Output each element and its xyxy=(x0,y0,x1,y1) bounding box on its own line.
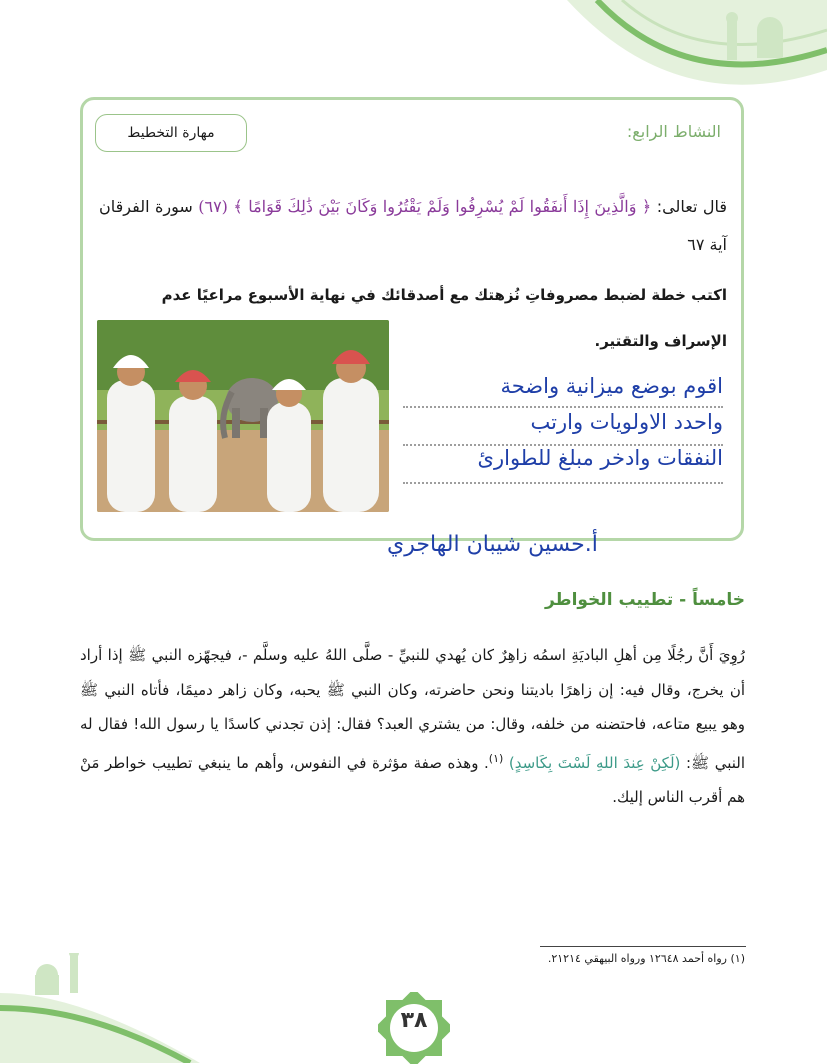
answer-text-line: النفقات وادخر مبلغ للطوارئ xyxy=(477,446,723,470)
verse-source: سورة الفرقان آية ٦٧ xyxy=(99,197,727,254)
task-instruction: اكتب خطة لضبط مصروفاتِ نُزهتك مع أصدقائك في نهاية الأسبوع مراعيًا عدم الإسراف والتقتير. xyxy=(161,286,727,350)
verse-intro: قال تعالى: xyxy=(656,197,728,216)
story-paragraph xyxy=(80,638,745,815)
quran-verse: ﴿ وَالَّذِينَ إِذَا أَنفَقُوا لَمْ يُسْرِفُوا وَلَمْ يَقْتُرُوا وَكَانَ بَيْنَ ذَٰلِكَ قَوَامًا ﴾ (٦٧) xyxy=(198,197,652,216)
section-heading: خامساً - تطييب الخواطر xyxy=(544,590,745,610)
verse-paragraph xyxy=(99,188,727,264)
story-text: رُوِيَ أَنَّ رجُلًا مِن أهلِ الباديَةِ اسمُه زاهِرٌ كان يُهدي للنبيِّ - صلَّى اللهُ عليه وسلَّم -، فيجهّزه النبي ﷺ إذا أراد أن يخرج، وقال فيه: إن زاهرًا باديتنا ونحن حاضرته، وكان النبي ﷺ يحبه، وكان زاهر دميمًا، فأتاه النبي ﷺ وهو يبيع متاعه، فاحتضنه من خلفه، وقال: من يشتري العبد؟ فقال: إذن تجدني كاسدًا يا رسول الله! فقال له النبي ﷺ: xyxy=(80,646,745,772)
footnote-divider xyxy=(540,946,746,947)
top-corner-decoration xyxy=(527,0,827,110)
story-text-end: . وهذه صفة مؤثرة في النفوس، وأهم ما ينبغي تطييب خواطر مَنْ هم أقرب الناس إليك. xyxy=(80,753,745,806)
handwritten-answer xyxy=(413,368,723,476)
activity-title: النشاط الرابع: xyxy=(626,122,721,141)
photo-boys-at-zoo xyxy=(97,320,389,512)
hadith-quote: (لَكِنْ عِندَ اللهِ لَسْتَ بِكَاسِدٍ) xyxy=(508,753,681,772)
page-number: ٣٨ xyxy=(400,1008,428,1033)
footnote-reference: (١) xyxy=(488,751,504,765)
skill-label: مهارة التخطيط xyxy=(95,114,247,152)
answer-text-line: اقوم بوضع ميزانية واضحة xyxy=(500,374,723,398)
footnote: (١) رواه أحمد ١٢٦٤٨ ورواه البيهقي ٢١٢١٤. xyxy=(547,952,745,965)
answer-text-line: واحدد الاولويات وارتب xyxy=(530,410,723,434)
author-name: أ.حسين شيبان الهاجري xyxy=(387,532,598,557)
activity-box xyxy=(80,97,744,541)
bottom-corner-decoration xyxy=(0,953,240,1063)
